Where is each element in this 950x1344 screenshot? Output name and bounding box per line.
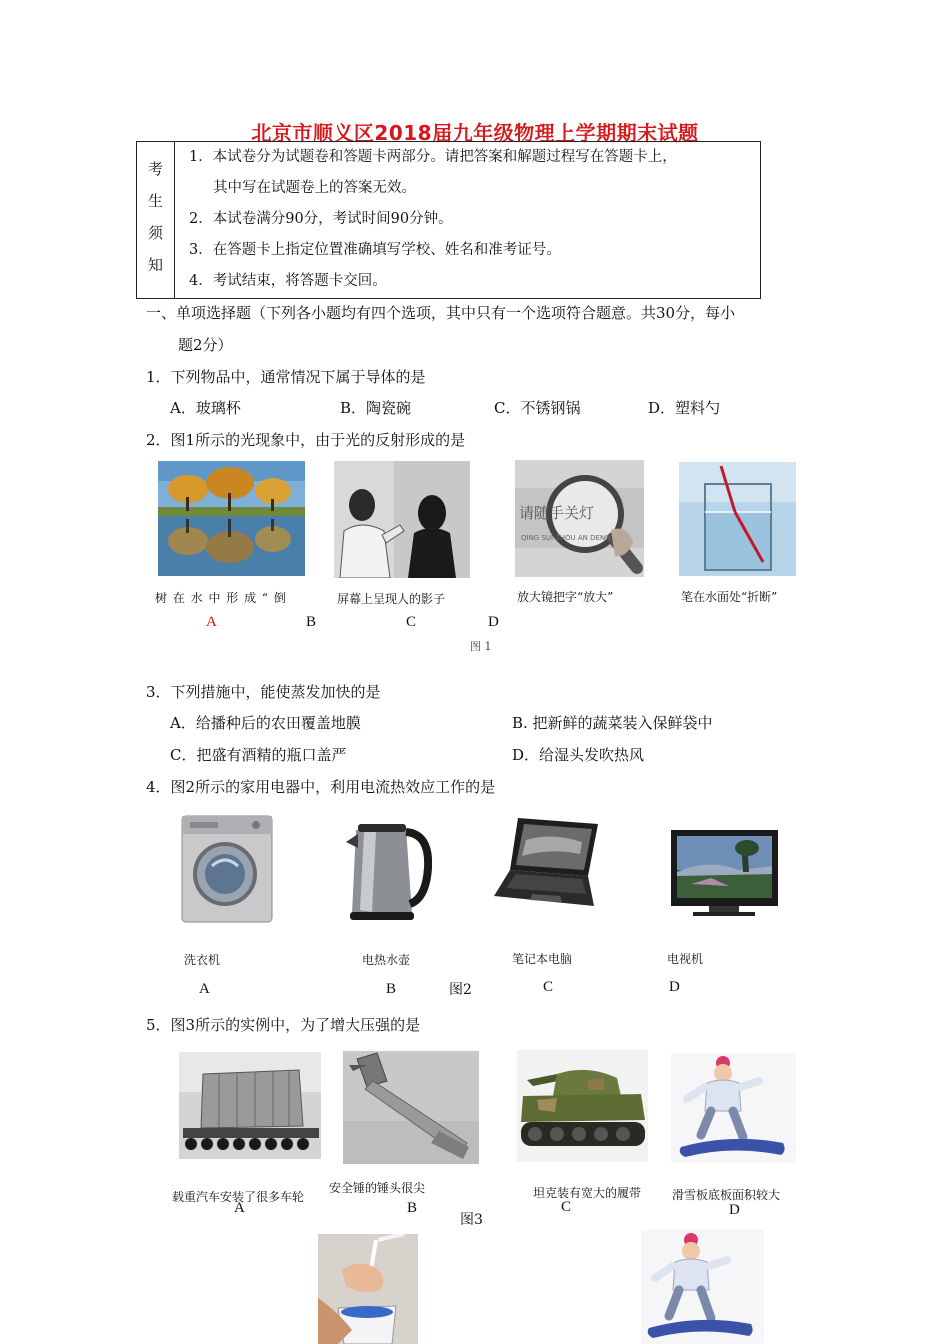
exam-notice-box: [136, 141, 761, 299]
television-image: [669, 828, 780, 918]
q5-letter-c: C: [561, 1199, 572, 1215]
shadow-on-screen-image: [334, 461, 470, 578]
q4-letter-c: C: [543, 979, 554, 995]
page-title: 北京市顺义区2018届九年级物理上学期期末试题: [251, 121, 699, 145]
question-5-stem: 5．图3所示的实例中，为了增大压强的是: [146, 1016, 421, 1034]
question-1-option-d: D．塑料勺: [648, 399, 721, 417]
question-3-option-b: B. 把新鲜的蔬菜装入保鲜袋中: [512, 714, 713, 732]
magnifier-sign-image: [515, 460, 644, 577]
section-heading-cont: 题2分）: [178, 336, 233, 354]
question-3-option-d: D．给湿头发吹热风: [512, 746, 645, 764]
sign-text-small: 请随手关灯: [519, 504, 595, 522]
q2-letter-c: C: [406, 614, 417, 630]
question-3-option-c: C．把盛有酒精的瓶口盖严: [170, 746, 347, 764]
question-3-option-a: A．给播种后的农田覆盖地膜: [170, 714, 361, 732]
q2-caption-c: 放大镜把字“放大”: [517, 590, 614, 604]
q4-letter-b: B: [386, 981, 397, 997]
question-2-stem: 2．图1所示的光现象中，由于光的反射形成的是: [146, 431, 466, 449]
q4-caption-a: 洗衣机: [184, 953, 221, 967]
q2-caption-b: 屏幕上呈现人的影子: [337, 592, 446, 606]
q2-letter-b: B: [306, 614, 317, 630]
washing-machine-image: [180, 814, 274, 924]
question-3-stem: 3．下列措施中，能使蒸发加快的是: [146, 683, 381, 701]
q5-letter-b: B: [407, 1200, 418, 1216]
notice-line: 1．本试卷分为试题卷和答题卡两部分。请把答案和解题过程写在答题卡上，: [189, 149, 677, 165]
tree-reflection-image: [158, 461, 305, 576]
notice-side-char: 须: [147, 224, 163, 242]
pencil-in-water-image: [679, 462, 796, 576]
q5-caption-b: 安全锤的锤头很尖: [329, 1181, 426, 1195]
notice-line: 4．考试结束，将答题卡交回。: [189, 273, 387, 289]
snowboard-child-image: [671, 1053, 796, 1163]
sign-pinyin: QING SUI SHOU AN DENG: [521, 534, 611, 542]
tank-image: [517, 1050, 648, 1162]
laptop-image: [482, 810, 610, 914]
q5-letter-d: D: [729, 1202, 740, 1218]
q4-caption-d: 电视机: [667, 952, 704, 966]
q4-caption-c: 笔记本电脑: [512, 952, 573, 966]
q4-caption-b: 电热水壶: [362, 953, 411, 967]
notice-line: 3．在答题卡上指定位置准确填写学校、姓名和准考证号。: [189, 242, 561, 258]
question-1-stem: 1．下列物品中，通常情况下属于导体的是: [146, 368, 426, 386]
notice-side-label: [137, 142, 175, 298]
question-4-stem: 4．图2所示的家用电器中，利用电流热效应工作的是: [146, 778, 496, 796]
question-1-option-b: B．陶瓷碗: [340, 399, 412, 417]
q5-caption-c: 坦克装有宽大的履带: [533, 1186, 642, 1200]
notice-line: 2．本试卷满分90分，考试时间90分钟。: [189, 211, 453, 227]
q5-caption-a: 载重汽车安装了很多车轮: [172, 1190, 305, 1204]
figure-1-label: 图 1: [470, 640, 492, 653]
q2-caption-a: 树 在 水 中 形 成 “ 倒: [155, 591, 287, 605]
q4-letter-a: A: [199, 981, 210, 997]
q5-caption-d: 滑雪板底板面积较大: [672, 1188, 781, 1202]
question-1-option-c: C．不锈钢锅: [494, 399, 581, 417]
q4-letter-d: D: [669, 979, 680, 995]
q2-caption-d: 笔在水面处“折断”: [681, 590, 778, 604]
figure-3-label: 图3: [460, 1212, 483, 1228]
notice-side-char: 生: [147, 192, 163, 210]
electric-kettle-image: [336, 818, 432, 924]
heavy-truck-image: [179, 1052, 321, 1159]
q2-letter-a: A: [206, 614, 217, 630]
q2-letter-d: D: [488, 614, 499, 630]
figure-2-label: 图2: [449, 982, 472, 998]
safety-hammer-image: [343, 1051, 479, 1164]
notice-line: 其中写在试题卷上的答案无效。: [213, 180, 416, 196]
section-heading: 一、单项选择题（下列各小题均有四个选项，其中只有一个选项符合题意。共30分，每小: [146, 304, 736, 322]
notice-side-char: 考: [147, 160, 163, 178]
straw-yogurt-cup-image: [318, 1234, 418, 1344]
q5-letter-a: A: [234, 1200, 245, 1216]
notice-side-char: 知: [147, 256, 163, 274]
snowboard-child-image-2: [641, 1230, 764, 1344]
question-1-option-a: A．玻璃杯: [170, 399, 241, 417]
